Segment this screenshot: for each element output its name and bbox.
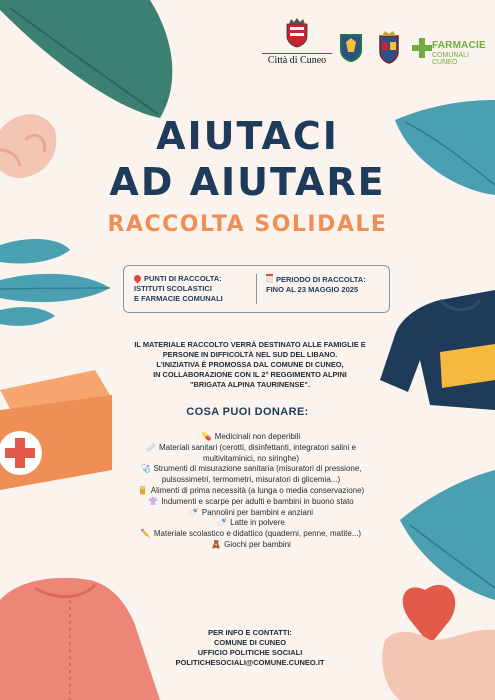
list-item: 💊 Medicinali non deperibili	[201, 432, 301, 441]
main-title-line2: AD AIUTARE	[109, 160, 386, 204]
subtitle: RACCOLTA SOLIDALE	[107, 212, 388, 237]
leaf-bottom-right	[400, 470, 495, 600]
farmacie-comunali-logo	[412, 38, 492, 68]
teddy-bear-icon: 🧸	[211, 539, 222, 549]
heart-hand-icon	[382, 585, 495, 700]
list-item: 🥫 Alimenti di prima necessità (a lunga o media conservazione)	[137, 485, 365, 495]
contact-info	[130, 628, 370, 668]
description-paragraph	[130, 340, 370, 390]
contact-email[interactable]: POLITICHESOCIALI@COMUNE.CUNEO.IT	[175, 658, 325, 667]
collection-period-date: FINO AL 23 MAGGIO 2025	[266, 285, 359, 294]
list-item: ✏️ Materiale scolastico e didattico (quaderni, penne, matite...)	[140, 529, 362, 539]
diaper-icon: 🍼	[188, 507, 199, 517]
leaf-left-3	[0, 307, 55, 326]
collection-points-label: PUNTI DI RACCOLTA:	[144, 274, 222, 283]
farmacie-logo-text: FARMACIE	[432, 40, 486, 51]
first-aid-box-icon	[0, 370, 112, 490]
list-item: 👚 Indumenti e scarpe per adulti e bambini in buono stato	[148, 496, 354, 506]
canned-food-icon: 🥫	[137, 485, 148, 495]
bandage-icon: 🩹	[146, 442, 156, 452]
clothes-icon: 👚	[148, 496, 159, 506]
stethoscope-icon: 🩺	[140, 464, 151, 474]
collection-points-line2: ISTITUTI SCOLASTICI	[134, 284, 212, 293]
shirt-icon	[380, 290, 495, 410]
pill-icon: 💊	[201, 432, 212, 441]
cuneo-logo-text: Città di Cuneo	[262, 53, 332, 66]
partner-logos	[258, 18, 488, 70]
description-line: L'INIZIATIVA È PROMOSSA DAL COMUNE DI CUNEO,	[156, 360, 344, 369]
brigade-crest-icon	[376, 30, 402, 64]
list-item: 🩹 Materiali sanitari (cerotti, disinfettanti, integratori salini e multivitaminici, no siringhe)	[146, 442, 356, 463]
calendar-icon	[266, 274, 273, 283]
donate-title: COSA PUOI DONARE:	[186, 406, 309, 418]
baby-bottle-icon: 🍼	[217, 518, 228, 528]
description-line: "BRIGATA ALPINA TAURINENSE".	[190, 380, 310, 389]
list-item: 🧸 Giochi per bambini	[211, 539, 291, 549]
collection-points-line3: E FARMACIE COMUNALI	[134, 294, 223, 303]
contact-office: COMUNE DI CUNEO	[213, 638, 287, 647]
pin-icon	[133, 274, 143, 284]
description-line: IL MATERIALE RACCOLTO VERRÀ DESTINATO ALLE FAMIGLIE E	[134, 340, 366, 349]
regiment-shield-icon	[340, 34, 362, 62]
description-line: IN COLLABORAZIONE CON IL 2° REGGIMENTO ALPINI	[153, 370, 347, 379]
list-item: 🍼 Pannolini per bambini e anziani	[188, 507, 314, 517]
pharmacy-cross-icon	[412, 38, 432, 58]
contact-heading: PER INFO E CONTATTI:	[208, 628, 292, 637]
description-line: PERSONE IN DIFFICOLTÀ NEL SUD DEL LIBANO.	[162, 350, 338, 359]
info-divider	[256, 274, 257, 304]
collection-points	[134, 274, 252, 304]
donation-list	[120, 432, 382, 551]
list-item: 🩺 Strumenti di misurazione sanitaria (misuratori di pressione, pulsossimetri, termometri, misuratori di glicemia...)	[140, 464, 362, 485]
farmacie-logo-subtext: COMUNALI CUNEO	[432, 52, 469, 66]
citta-di-cuneo-logo	[262, 18, 332, 70]
list-item: 🍼 Latte in polvere	[217, 518, 285, 528]
collection-info-box	[123, 265, 390, 313]
collection-period	[266, 274, 384, 295]
leaf-top-left	[0, 0, 172, 118]
main-title-line1: AIUTACI	[156, 114, 339, 158]
contact-department: UFFICIO POLITICHE SOCIALI	[197, 648, 303, 657]
leaf-left-1	[0, 239, 70, 264]
cuneo-crest-icon	[284, 18, 310, 48]
collection-period-label: PERIODO DI RACCOLTA:	[276, 275, 366, 284]
pencil-icon: ✏️	[140, 529, 151, 539]
